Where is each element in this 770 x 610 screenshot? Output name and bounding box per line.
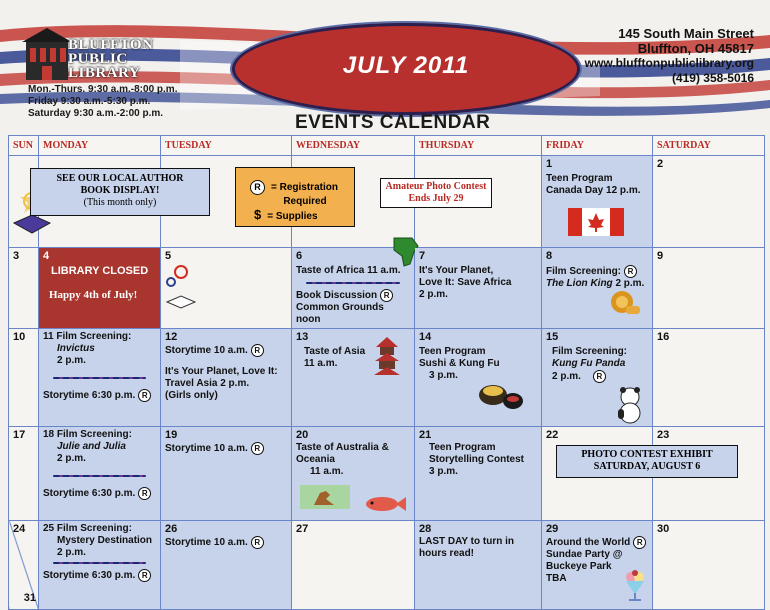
event-text: Oceania xyxy=(296,454,335,466)
notice-line: (This month only) xyxy=(83,197,157,208)
event-time: 3 p.m. xyxy=(429,466,458,478)
sushi-bowl-icon xyxy=(477,381,525,411)
day-cell-10[interactable] xyxy=(9,329,39,427)
day-cell-21[interactable] xyxy=(415,427,542,521)
event-time: 11 a.m. xyxy=(310,466,344,478)
author-display-notice xyxy=(30,168,210,216)
day-cell-18[interactable] xyxy=(39,427,161,521)
event-text: Teen Program xyxy=(419,346,486,358)
notice-line: Ends July 29 xyxy=(408,193,464,204)
legend-text: = Registration xyxy=(271,182,338,194)
registration-required-icon: R xyxy=(251,536,264,549)
event-text: Around the World xyxy=(546,537,631,549)
event-divider xyxy=(53,562,146,564)
day-cell-7[interactable] xyxy=(415,248,542,329)
event-text: Storytime 10 a.m. xyxy=(165,443,248,455)
day-cell-19[interactable] xyxy=(161,427,292,521)
pagoda-icon xyxy=(374,335,400,379)
film-title: Julie and Julia xyxy=(57,441,126,453)
day-number: 9 xyxy=(657,250,664,262)
day-cell-28[interactable] xyxy=(415,521,542,610)
day-number: 13 xyxy=(296,331,309,344)
day-number: 14 xyxy=(419,331,432,344)
sundae-icon xyxy=(624,569,646,603)
notice-line: SEE OUR LOCAL AUTHOR xyxy=(56,173,184,184)
registration-required-icon: R xyxy=(250,180,265,195)
weekday-header: SATURDAY xyxy=(653,136,765,156)
registration-required-icon: R xyxy=(251,344,264,357)
phone-number: (419) 358-5016 xyxy=(671,71,754,85)
day-number: 8 xyxy=(546,250,553,262)
event-text: It's Your Planet, Love It: xyxy=(165,366,278,378)
day-cell-15[interactable] xyxy=(542,329,653,427)
day-cell-16[interactable] xyxy=(653,329,765,427)
day-number: 16 xyxy=(657,331,670,344)
event-text: LAST DAY to turn in xyxy=(419,536,514,548)
symbol-legend xyxy=(235,167,355,227)
event-text: Storytelling Contest xyxy=(429,454,525,466)
logo-line: LIBRARY xyxy=(68,65,141,81)
event-text: 11 a.m. xyxy=(304,358,338,370)
day-number: 28 xyxy=(419,523,432,536)
registration-required-icon: R xyxy=(138,569,151,582)
day-cell-11[interactable] xyxy=(39,329,161,427)
day-number: 26 xyxy=(165,523,178,536)
registration-required-icon: R xyxy=(138,487,151,500)
event-text: Buckeye Park xyxy=(546,561,612,573)
library-address xyxy=(585,26,754,86)
event-time: 2 p.m. xyxy=(552,371,581,383)
registration-required-icon: R xyxy=(380,289,393,302)
event-text: Sushi & Kung Fu xyxy=(419,358,500,370)
day-number: 6 xyxy=(296,250,303,262)
day-number: 19 xyxy=(165,429,178,442)
day-number: 1 xyxy=(546,158,553,170)
day-cell-2[interactable] xyxy=(653,156,765,248)
day-cell-25[interactable] xyxy=(39,521,161,610)
event-text: Travel Asia 2 p.m. xyxy=(165,378,250,390)
header-banner xyxy=(0,0,770,135)
event-text: Storytime 10 a.m. xyxy=(165,537,248,549)
photo-contest-notice xyxy=(380,178,492,208)
day-cell-26[interactable] xyxy=(161,521,292,610)
day-number: 15 xyxy=(546,331,559,344)
film-title: Invictus xyxy=(57,343,95,355)
event-time: 3 p.m. xyxy=(429,370,458,382)
event-text: Teen Program xyxy=(429,442,496,454)
address-line: Bluffton, OH 45817 xyxy=(637,41,754,56)
event-text: Film Screening: xyxy=(552,346,628,358)
registration-required-icon: R xyxy=(251,442,264,455)
address-line: 145 South Main Street xyxy=(618,26,754,41)
film-title: Mystery Destination xyxy=(57,535,153,547)
event-text: 2 p.m. xyxy=(419,289,448,300)
event-text: TBA xyxy=(546,573,567,585)
logo-line: PUBLIC xyxy=(68,51,128,67)
weekday-header: FRIDAY xyxy=(542,136,653,156)
day-number: 31 xyxy=(23,592,36,605)
day-cell-13[interactable] xyxy=(292,329,415,427)
event-divider xyxy=(53,475,146,477)
notice-line: PHOTO CONTEST EXHIBIT xyxy=(581,449,713,460)
day-number: 21 xyxy=(419,429,432,442)
hours-line: Mon.-Thurs. 9:30 a.m.-8:00 p.m. xyxy=(28,84,178,95)
day-number: 7 xyxy=(419,250,426,262)
day-cell-12[interactable] xyxy=(161,329,292,427)
event-text: Film Screening: xyxy=(56,523,132,535)
event-text: Storytime 6:30 p.m. xyxy=(43,488,136,500)
event-text: Film Screening: xyxy=(56,331,132,343)
registration-required-icon: R xyxy=(633,536,646,549)
event-time: 2 p.m. xyxy=(615,278,645,290)
day-cell-6[interactable] xyxy=(292,248,415,329)
canada-flag-icon xyxy=(568,208,624,236)
event-text: Film Screening: xyxy=(56,429,132,441)
registration-required-icon: R xyxy=(624,265,637,278)
kangaroo-icon xyxy=(300,485,350,509)
film-title: Kung Fu Panda xyxy=(552,358,626,370)
registration-required-icon: R xyxy=(138,389,151,402)
event-text: Storytime 6:30 p.m. xyxy=(43,570,136,582)
supplies-icon: $ xyxy=(254,207,262,222)
event-divider xyxy=(53,377,146,379)
weekday-header: TUESDAY xyxy=(161,136,292,156)
logo-line: BLUFFTON xyxy=(68,37,154,53)
event-text: hours read! xyxy=(419,548,475,560)
day-cell-29[interactable] xyxy=(542,521,653,610)
lion-icon xyxy=(608,288,644,322)
day-number: 22 xyxy=(546,429,559,442)
library-closed-text: LIBRARY CLOSED xyxy=(51,265,149,277)
registration-required-icon: R xyxy=(593,370,606,383)
fireworks-book-icon xyxy=(163,262,199,314)
day-number: 27 xyxy=(296,523,309,536)
event-text: Film Screening: xyxy=(546,266,622,278)
day-number: 24 xyxy=(13,523,26,536)
day-number: 11 xyxy=(43,331,54,343)
day-cell-4[interactable] xyxy=(39,248,161,329)
event-text: Storytime 10 a.m. xyxy=(165,345,248,357)
day-cell-24-31[interactable] xyxy=(9,521,39,610)
weekday-header: MONDAY xyxy=(39,136,161,156)
event-text: Sundae Party @ xyxy=(546,549,623,561)
hours-line: Friday 9:30 a.m.-5:30 p.m. xyxy=(28,96,151,107)
day-number: 12 xyxy=(165,331,178,344)
day-cell-30[interactable] xyxy=(653,521,765,610)
day-cell-20[interactable] xyxy=(292,427,415,521)
day-cell-3[interactable] xyxy=(9,248,39,329)
event-text: Storytime 6:30 p.m. xyxy=(43,390,136,402)
day-cell-8[interactable] xyxy=(542,248,653,329)
event-text: Love It: Save Africa xyxy=(419,277,512,288)
notice-line: SATURDAY, AUGUST 6 xyxy=(593,461,701,472)
day-number: 29 xyxy=(546,523,559,536)
month-title: JULY 2011 xyxy=(342,52,470,79)
event-divider xyxy=(306,282,400,284)
day-number: 2 xyxy=(657,158,664,170)
day-number: 4 xyxy=(43,250,50,262)
website-link[interactable]: www.blufftonpubliclibrary.org xyxy=(584,56,754,70)
weekday-header: WEDNESDAY xyxy=(292,136,415,156)
film-title: The Lion King xyxy=(546,278,613,290)
notice-line: Amateur Photo Contest xyxy=(385,181,487,192)
day-number: 25 xyxy=(43,523,55,535)
day-cell-5[interactable] xyxy=(161,248,292,329)
day-number: 23 xyxy=(657,429,670,442)
event-text: Teen Program xyxy=(546,173,613,184)
event-time: 2 p.m. xyxy=(57,355,86,367)
event-text: Taste of Australia & xyxy=(296,442,389,454)
day-number: 10 xyxy=(13,331,26,344)
library-hours xyxy=(28,84,177,120)
event-time: 2 p.m. xyxy=(57,547,86,559)
hours-line: Saturday 9:30 a.m.-2:00 p.m. xyxy=(28,108,164,119)
legend-text: = Supplies xyxy=(267,211,318,222)
events-calendar-title: EVENTS CALENDAR xyxy=(295,112,491,133)
holiday-text: Happy 4th of July! xyxy=(49,289,138,301)
day-number: 18 xyxy=(43,429,55,441)
day-cell-27[interactable] xyxy=(292,521,415,610)
library-name-logo xyxy=(68,38,153,80)
event-text: Taste of Asia xyxy=(304,346,366,358)
fish-icon xyxy=(362,495,406,513)
legend-text: Required xyxy=(283,196,327,207)
event-text: Canada Day 12 p.m. xyxy=(546,185,641,196)
event-text: Common Grounds noon xyxy=(296,302,384,326)
day-number: 5 xyxy=(165,250,172,262)
weekday-header: THURSDAY xyxy=(415,136,542,156)
notice-line: BOOK DISPLAY! xyxy=(80,185,160,196)
day-number: 20 xyxy=(296,429,309,442)
event-text: It's Your Planet, xyxy=(419,265,494,276)
day-cell-9[interactable] xyxy=(653,248,765,329)
day-number: 30 xyxy=(657,523,670,536)
day-cell-14[interactable] xyxy=(415,329,542,427)
event-text: Book Discussion xyxy=(296,290,378,302)
photo-exhibit-notice xyxy=(556,445,738,478)
weekday-header: SUN xyxy=(9,136,39,156)
day-cell-17[interactable] xyxy=(9,427,39,521)
event-time: 2 p.m. xyxy=(57,453,86,465)
day-cell-1[interactable] xyxy=(542,156,653,248)
event-text: Taste of Africa 11 a.m. xyxy=(296,265,401,276)
panda-icon xyxy=(614,385,648,425)
day-number: 17 xyxy=(13,429,26,442)
event-text: (Girls only) xyxy=(165,390,218,402)
day-number: 3 xyxy=(13,250,20,262)
